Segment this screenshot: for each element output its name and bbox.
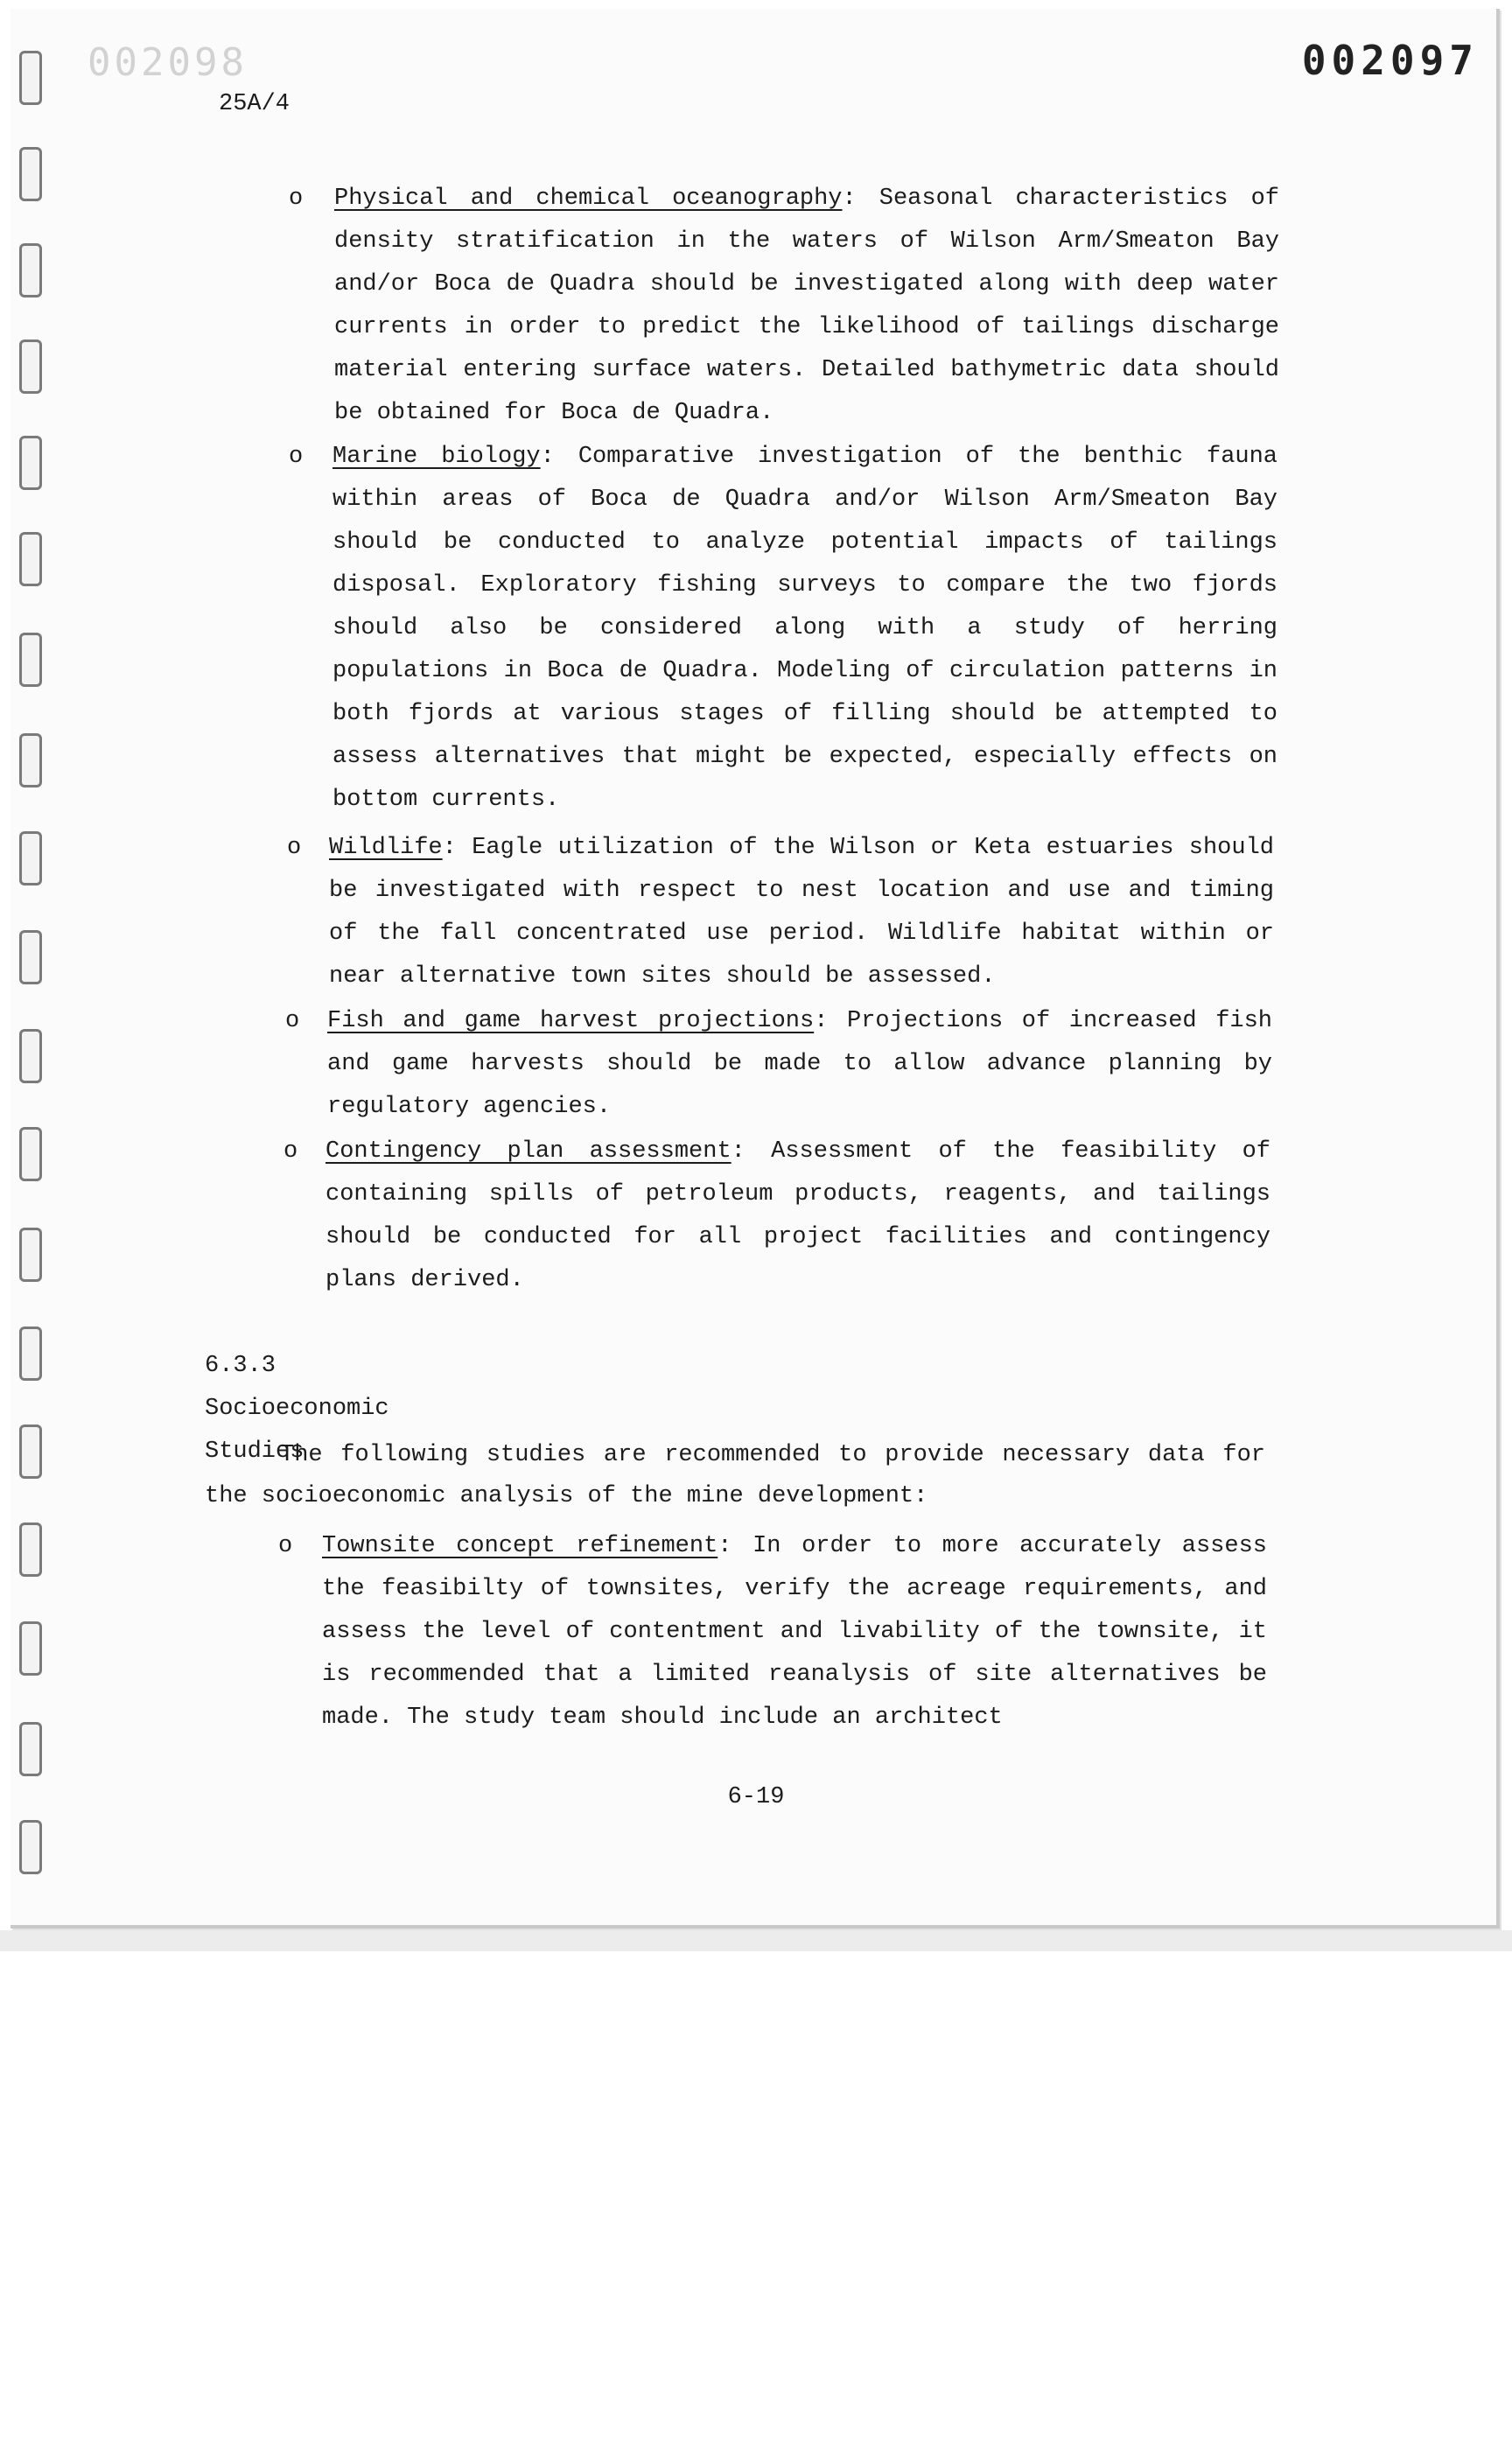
- bleed-through-number: 002098: [88, 40, 248, 85]
- section-heading: 6.3.3 Socioeconomic Studies: [205, 1353, 389, 1465]
- item-lead-separator: :: [718, 1533, 753, 1559]
- bullet-marker: o: [278, 1533, 293, 1559]
- binder-hole: [19, 1326, 42, 1381]
- page-number: 6-19: [727, 1784, 785, 1810]
- bullet-marker: o: [289, 444, 304, 470]
- item-body: Comparative investigation of the benthic fauna within areas of Boca de Quadra and/or Wilson Arm/Smeaton Bay should be conducted to analyze potential impacts of tailings disposal. Exploratory fishing surveys to compare the two fjords should also be considered along with a study of herring populations in Boca de Quadra. Modeling of circulation patterns in both fjords at various stages of filling should be attempted to assess alternatives that might be expected, especially effects on bottom currents.: [332, 444, 1278, 813]
- binder-hole: [19, 1722, 42, 1776]
- binder-hole: [19, 1621, 42, 1676]
- item-lead-separator: :: [814, 1008, 847, 1034]
- binder-hole: [19, 340, 42, 394]
- item-lead-separator: :: [442, 835, 472, 861]
- item-lead-heading: Townsite concept refinement: [322, 1533, 718, 1559]
- binder-hole: [19, 243, 42, 298]
- list-item-text: [326, 1130, 1270, 1302]
- binder-hole: [19, 733, 42, 788]
- item-body: Seasonal characteristics of density stratification in the waters of Wilson Arm/Smeaton Bay and/or Boca de Quadra should be investigated along with deep water currents in order to predict the likelihood of tailings discharge material entering surface waters. Detailed bathymetric data should be obtained for Boca de Quadra.: [334, 186, 1279, 426]
- item-body: Eagle utilization of the Wilson or Keta estuaries should be investigated with respect to nest location and use and timing of the fall concentrated use period. Wildlife habitat within or near alternative town sites should be assessed.: [329, 835, 1274, 990]
- item-body: Projections of increased fish and game harvests should be made to allow advance planning by regulatory agencies.: [327, 1008, 1273, 1120]
- bullet-marker: o: [285, 1008, 300, 1034]
- document-reference: 25A/4: [219, 91, 290, 117]
- list-item-text: [332, 436, 1278, 822]
- binder-hole: [19, 1522, 42, 1577]
- binder-hole: [19, 930, 42, 984]
- item-lead-heading: Contingency plan assessment: [326, 1138, 732, 1165]
- binder-hole: [19, 831, 42, 886]
- bullet-marker: o: [289, 186, 304, 212]
- item-lead-heading: Fish and game harvest projections: [327, 1008, 815, 1034]
- binder-hole: [19, 1127, 42, 1181]
- bullet-marker: o: [284, 1138, 298, 1165]
- item-lead-separator: :: [731, 1138, 772, 1165]
- item-body: Assessment of the feasibility of containing spills of petroleum products, reagents, and tailings should be conducted for all project facilities and contingency plans derived.: [326, 1138, 1270, 1293]
- binder-hole: [19, 51, 42, 105]
- binder-hole: [19, 532, 42, 586]
- section-intro: The following studies are recommended to provide necessary data for the socioeconomic analysis of the mine development:: [205, 1442, 1265, 1509]
- item-body: In order to more accurately assess the feasibilty of townsites, verify the acreage requirements, and assess the level of contentment and livability of the townsite, it is recommended that a limited reanalysis of site alternatives be made. The study team should include an architect: [322, 1533, 1267, 1731]
- list-item-text: [334, 178, 1279, 435]
- list-item-text: [329, 827, 1274, 998]
- item-lead-heading: Wildlife: [329, 835, 443, 861]
- binder-hole: [19, 633, 42, 687]
- item-lead-heading: Marine biology: [332, 444, 541, 470]
- binder-hole: [19, 1228, 42, 1282]
- item-lead-separator: :: [842, 186, 879, 212]
- binder-hole: [19, 436, 42, 490]
- page-bottom-shadow: [0, 1930, 1512, 1951]
- binder-hole: [19, 1820, 42, 1874]
- item-lead-heading: Physical and chemical oceanography: [334, 186, 843, 212]
- list-item-text: [327, 1000, 1272, 1129]
- list-item-text: [322, 1525, 1267, 1740]
- item-lead-separator: :: [540, 444, 578, 470]
- binder-hole: [19, 1029, 42, 1083]
- binder-hole: [19, 1424, 42, 1479]
- document-number: 002097: [1301, 37, 1479, 84]
- bullet-marker: o: [287, 835, 302, 861]
- binder-hole: [19, 147, 42, 201]
